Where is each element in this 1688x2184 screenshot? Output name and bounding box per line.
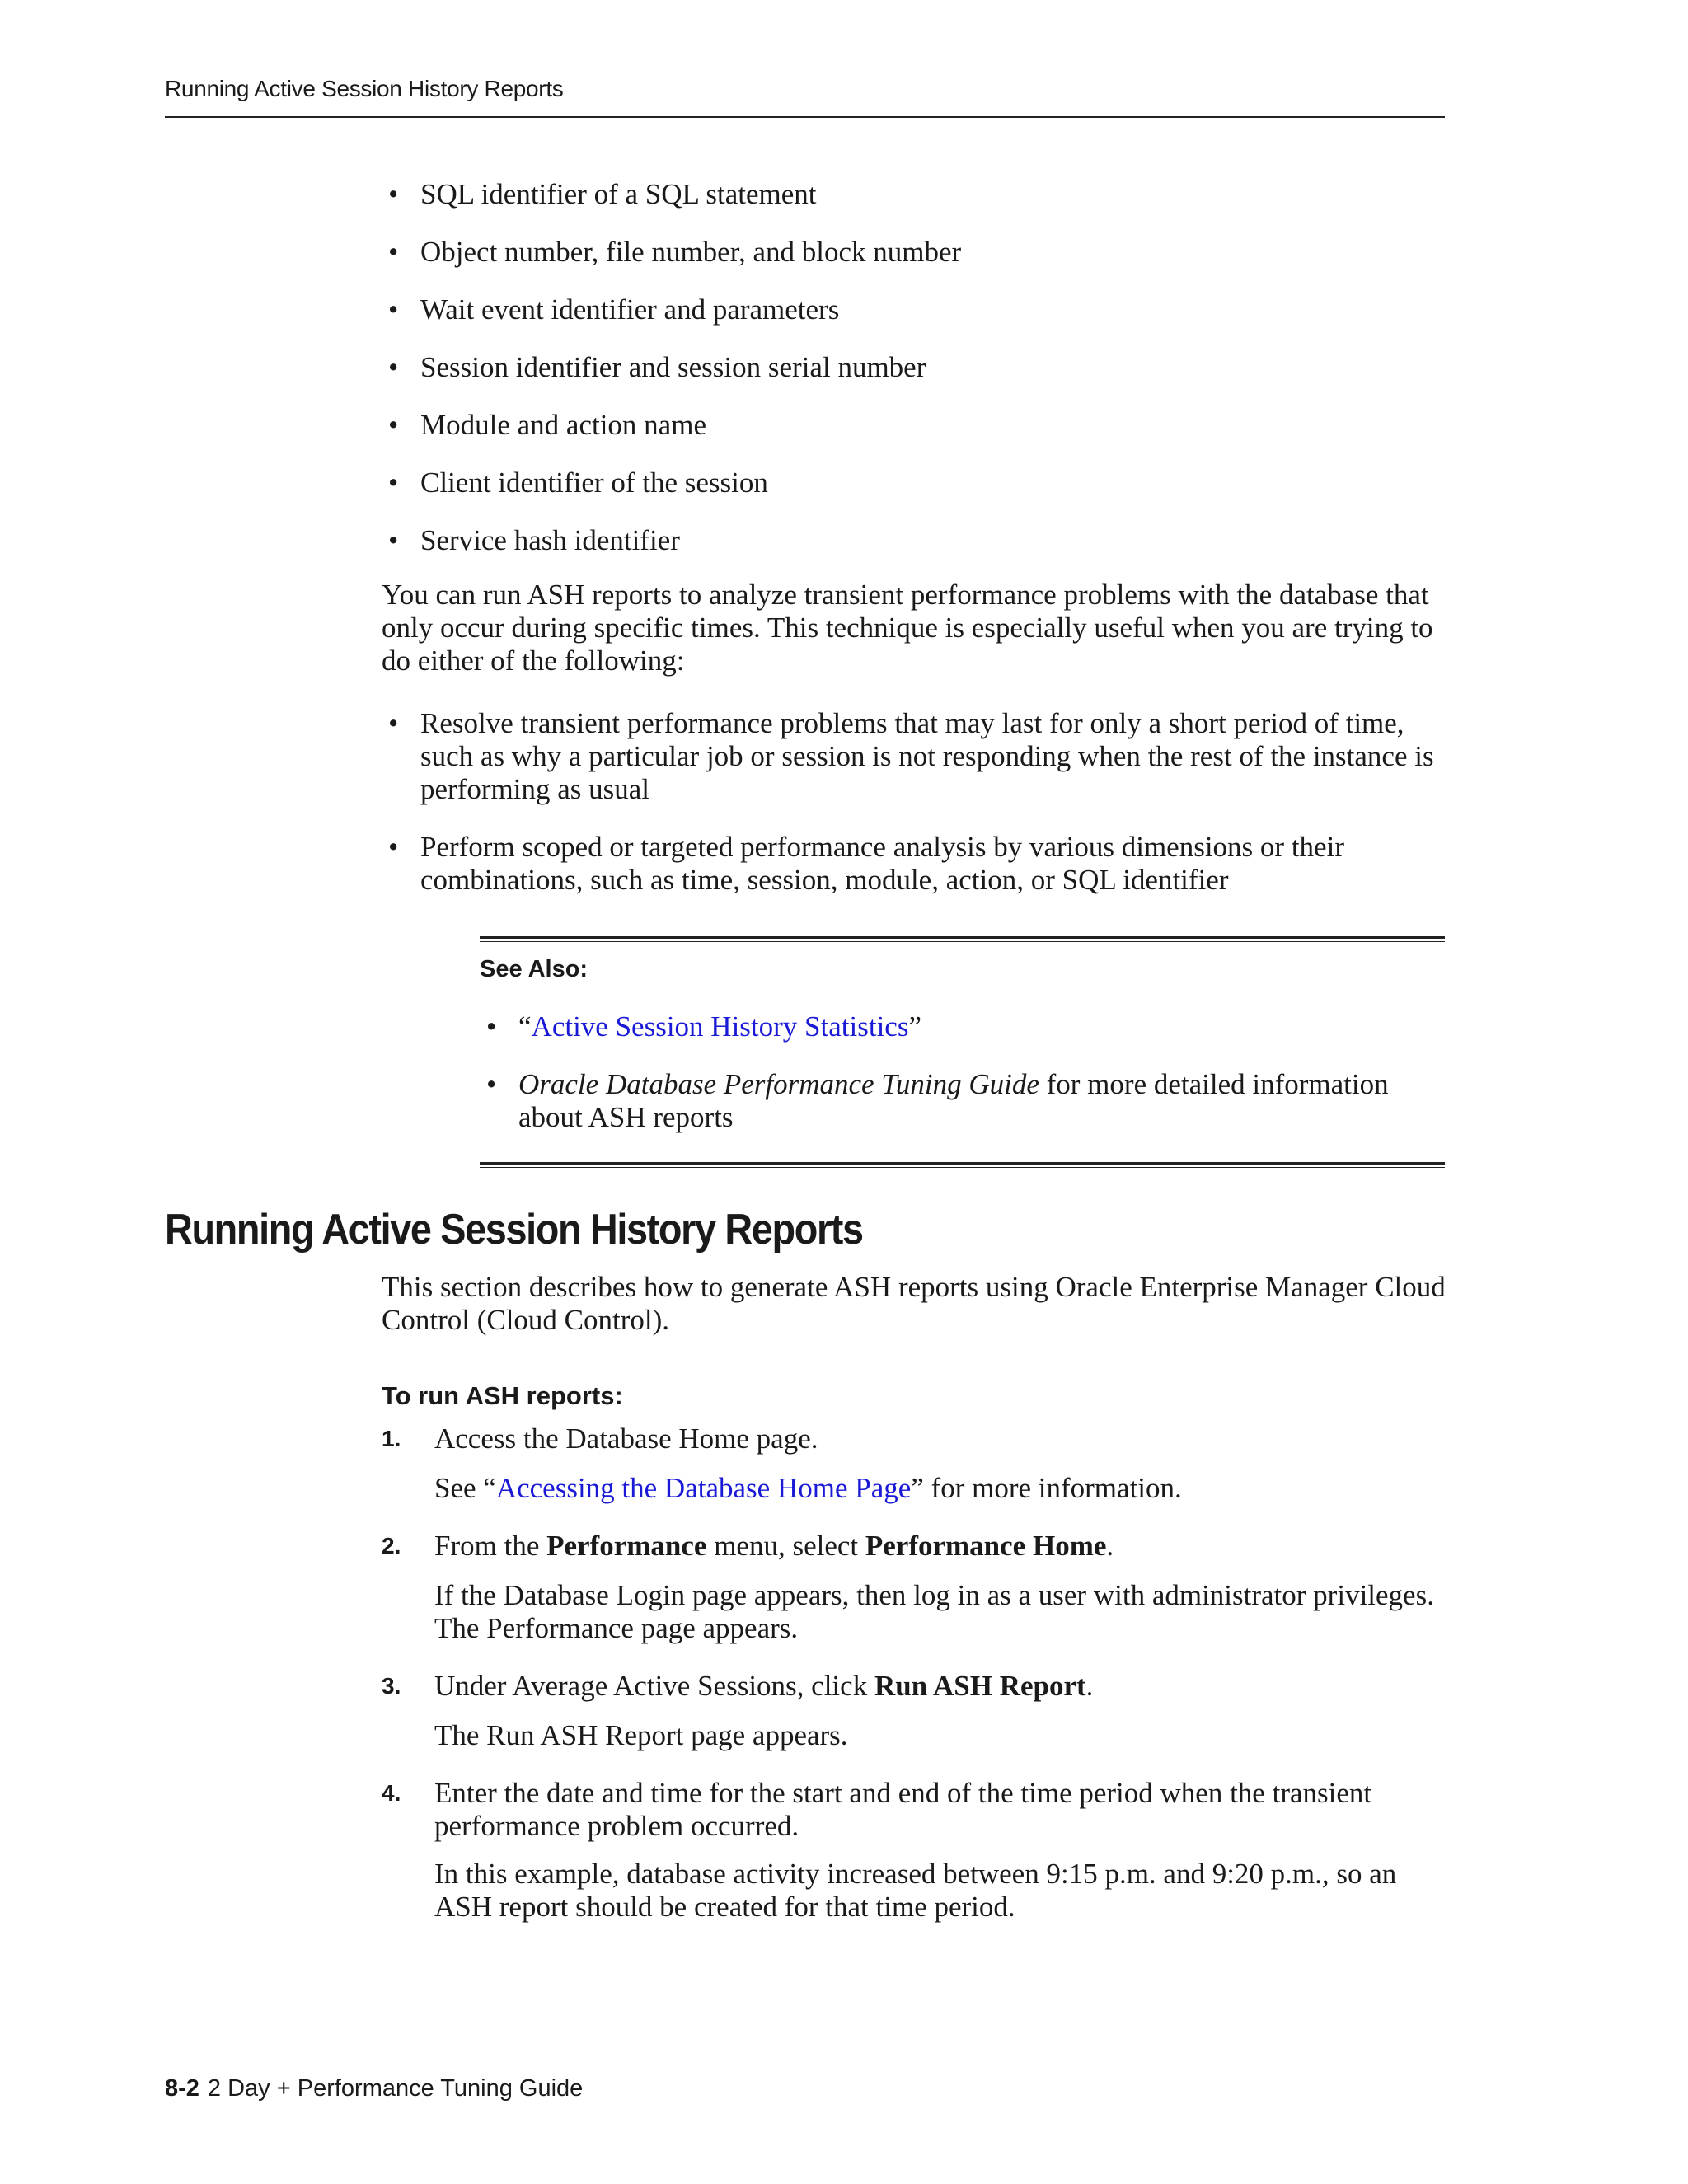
list-item: • Oracle Database Performance Tuning Guide for more detailed information about ASH reports [486, 1068, 1389, 1133]
step-text: From the Performance menu, select Performance Home. [434, 1530, 1114, 1562]
list-item: • SQL identifier of a SQL statement [388, 178, 817, 210]
bullet-icon: • [486, 1068, 497, 1100]
step-subtext: If the Database Login page appears, then log in as a user with administrator privileges. The Performance page appears. [434, 1579, 1434, 1644]
bullet-icon: • [388, 831, 399, 863]
section-paragraph: This section describes how to generate ASH reports using Oracle Enterprise Manager Cloud Control (Cloud Control). [382, 1271, 1446, 1336]
list-item: • Object number, file number, and block number [388, 236, 962, 268]
list-item: • Wait event identifier and parameters [388, 293, 840, 326]
step-text: Under Average Active Sessions, click Run ASH Report. [434, 1670, 1094, 1702]
page-number: 8-2 [165, 2075, 199, 2102]
list-item: • Service hash identifier [388, 524, 680, 556]
list-item: • Perform scoped or targeted performance analysis by various dimensions or their combinations, such as time, session, module, action, or SQL identifier [388, 831, 1344, 896]
bullet-icon: • [486, 1010, 497, 1043]
page-footer [165, 2075, 583, 2102]
see-also-top-rule [480, 936, 1445, 942]
step-subtext: In this example, database activity increased between 9:15 p.m. and 9:20 p.m., so an ASH report should be created for that time period. [434, 1858, 1397, 1923]
step-number: 3. [382, 1673, 401, 1699]
step-number: 1. [382, 1426, 401, 1451]
link-accessing-database-home-page[interactable]: Accessing the Database Home Page [495, 1472, 912, 1504]
see-also-bottom-rule [480, 1162, 1445, 1168]
step-number: 4. [382, 1780, 401, 1806]
step-subtext: The Run ASH Report page appears. [434, 1719, 848, 1751]
book-title-footer: 2 Day + Performance Tuning Guide [207, 2075, 584, 2102]
link-active-session-history-statistics[interactable]: Active Session History Statistics [531, 1010, 909, 1043]
bullet-icon: • [388, 707, 399, 739]
bullet-icon: • [388, 293, 399, 326]
step-text: Access the Database Home page. [434, 1422, 818, 1455]
step-text: Enter the date and time for the start and end of the time period when the transient performance problem occurred. [434, 1777, 1372, 1842]
bullet-icon: • [388, 351, 399, 383]
list-item: • Module and action name [388, 409, 706, 441]
list-item: • Session identifier and session serial number [388, 351, 926, 383]
section-heading: Running Active Session History Reports [165, 1206, 863, 1254]
bullet-icon: • [388, 409, 399, 441]
list-item: • Resolve transient performance problems that may last for only a short period of time, such as why a particular job or session is not responding when the rest of the instance is performing as usual [388, 707, 1434, 805]
step-subtext: See “Accessing the Database Home Page” for more information. [434, 1472, 1182, 1504]
see-also-list [480, 1010, 1445, 1159]
bullet-icon: • [388, 524, 399, 556]
step-number: 2. [382, 1533, 401, 1558]
bullet-icon: • [388, 236, 399, 268]
bullet-icon: • [388, 466, 399, 499]
book-title: Oracle Database Performance Tuning Guide [518, 1068, 1039, 1100]
list-item: • Client identifier of the session [388, 466, 768, 499]
running-header: Running Active Session History Reports [165, 76, 564, 101]
list-item: • “Active Session History Statistics” [486, 1010, 921, 1043]
procedure-title: To run ASH reports: [382, 1381, 623, 1410]
see-also-title: See Also: [480, 956, 588, 982]
header-rule [165, 116, 1445, 118]
purpose-list [382, 707, 1453, 921]
bullet-icon: • [388, 178, 399, 210]
intro-paragraph: You can run ASH reports to analyze transient performance problems with the database that only occur during specific times. This technique is especially useful when you are trying to do either of the following: [382, 579, 1433, 677]
attribute-list [382, 178, 1445, 582]
